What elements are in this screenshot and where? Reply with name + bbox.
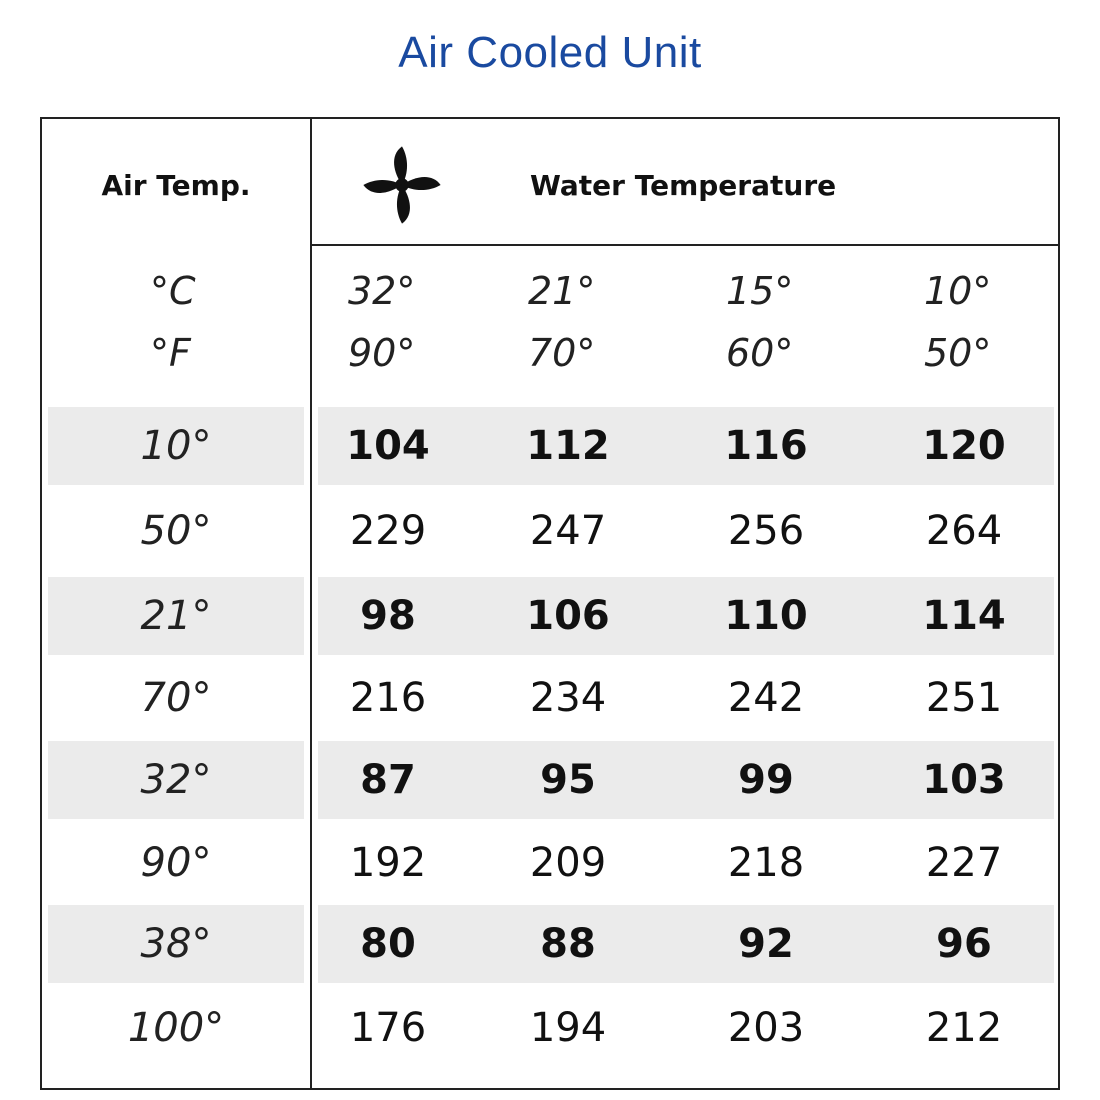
table-cell: 216 — [349, 675, 427, 721]
header-divider — [312, 244, 1060, 246]
table-cell: 98 — [360, 593, 416, 639]
column-header-celsius: 21° — [528, 269, 596, 313]
table-cell: 116 — [724, 423, 808, 469]
table-cell: 247 — [529, 508, 607, 554]
water-temp-header: Water Temperature — [530, 169, 837, 202]
column-header-celsius: 32° — [348, 269, 416, 313]
row-label-air-temp: 21° — [140, 593, 212, 639]
row-label-air-temp: 90° — [140, 840, 212, 886]
column-header-fahrenheit: 90° — [348, 331, 416, 375]
table-cell: 87 — [360, 757, 416, 803]
table-cell: 176 — [349, 1005, 427, 1051]
table-cell: 88 — [540, 921, 596, 967]
table-cell: 103 — [922, 757, 1006, 803]
row-label-air-temp: 50° — [140, 508, 212, 554]
table-cell: 227 — [925, 840, 1003, 886]
column-header-fahrenheit: 60° — [726, 331, 794, 375]
unit-fahrenheit: °F — [150, 331, 191, 375]
table-cell: 229 — [349, 508, 427, 554]
table-cell: 251 — [925, 675, 1003, 721]
table-cell: 104 — [346, 423, 430, 469]
table-cell: 114 — [922, 593, 1006, 639]
column-header-fahrenheit: 70° — [528, 331, 596, 375]
row-label-air-temp: 38° — [140, 921, 212, 967]
table-cell: 110 — [724, 593, 808, 639]
air-temp-header: Air Temp. — [101, 169, 251, 202]
table-cell: 203 — [727, 1005, 805, 1051]
table-cell: 256 — [727, 508, 805, 554]
table-cell: 242 — [727, 675, 805, 721]
table-cell: 95 — [540, 757, 596, 803]
table-cell: 218 — [727, 840, 805, 886]
unit-celsius: °C — [150, 269, 196, 313]
page-title: Air Cooled Unit — [398, 28, 702, 77]
table-cell: 194 — [529, 1005, 607, 1051]
table-cell: 99 — [738, 757, 794, 803]
row-label-air-temp: 70° — [140, 675, 212, 721]
row-label-air-temp: 32° — [140, 757, 212, 803]
table-cell: 209 — [529, 840, 607, 886]
table-cell: 212 — [925, 1005, 1003, 1051]
table-cell: 80 — [360, 921, 416, 967]
table-cell: 192 — [349, 840, 427, 886]
row-label-air-temp: 100° — [127, 1005, 225, 1051]
table-cell: 234 — [529, 675, 607, 721]
table-cell: 92 — [738, 921, 794, 967]
column-header-fahrenheit: 50° — [924, 331, 992, 375]
fan-icon — [360, 143, 444, 227]
column-header-celsius: 15° — [726, 269, 794, 313]
table-cell: 96 — [936, 921, 992, 967]
column-header-celsius: 10° — [924, 269, 992, 313]
capacity-table — [40, 117, 1060, 1090]
table-cell: 112 — [526, 423, 610, 469]
row-label-air-temp: 10° — [140, 423, 212, 469]
table-cell: 106 — [526, 593, 610, 639]
table-cell: 264 — [925, 508, 1003, 554]
table-cell: 120 — [922, 423, 1006, 469]
